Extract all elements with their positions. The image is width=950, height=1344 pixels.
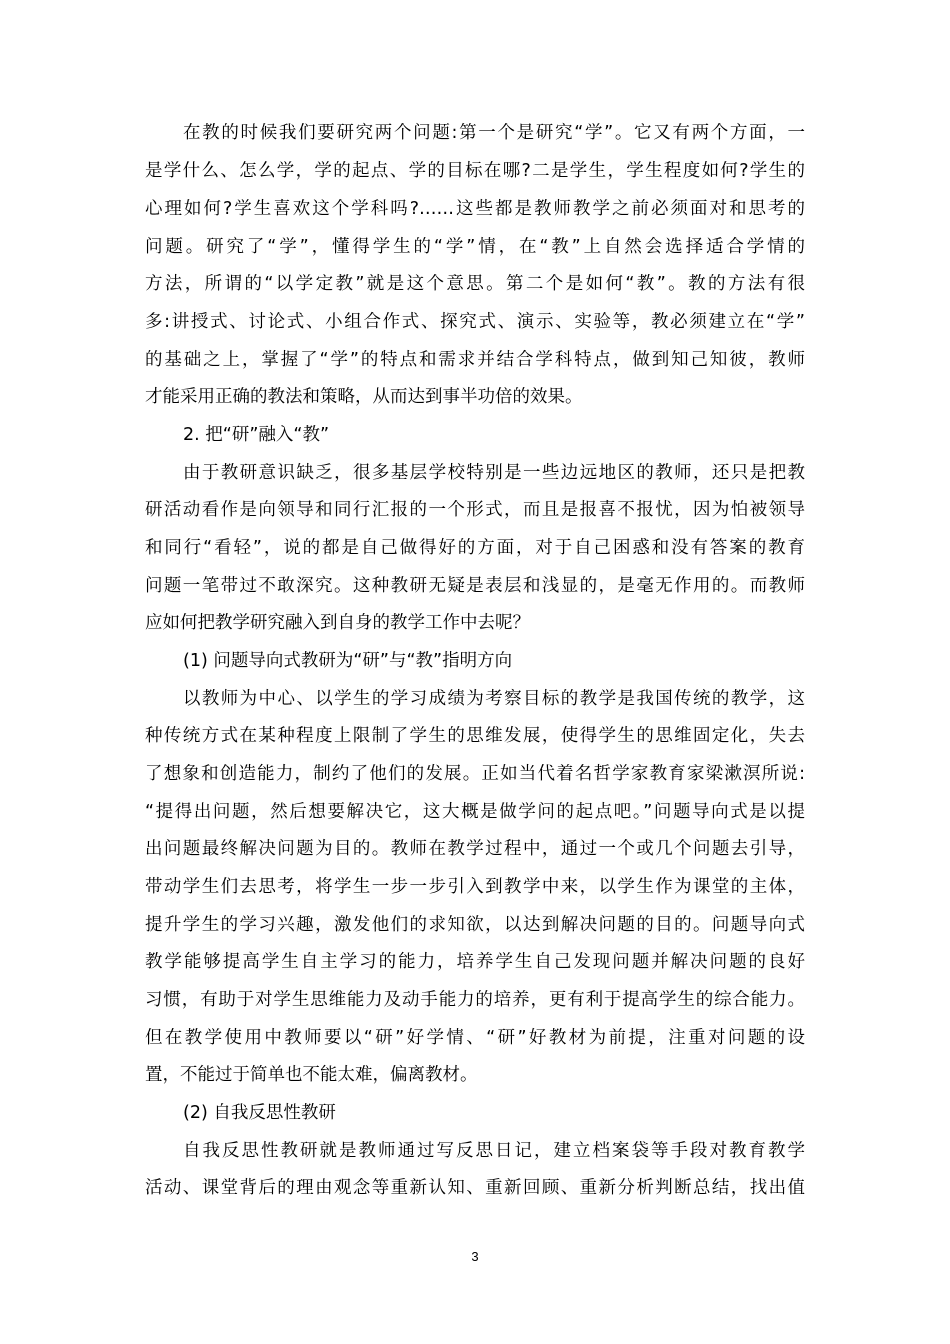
paragraph-line: 问题。研究了“学”，懂得学生的“学”情，在“教”上自然会选择适合学情的 — [145, 237, 805, 257]
subsection-heading: (1) 问题导向式教研为“研”与“教”指明方向 — [183, 651, 513, 671]
paragraph-line: 和同行“看轻”，说的都是自己做得好的方面，对于自己困惑和没有答案的教育 — [145, 538, 805, 558]
paragraph-line: 提升学生的学习兴趣，激发他们的求知欲，以达到解决问题的目的。问题导向式 — [145, 915, 805, 935]
paragraph-line: 多:讲授式、讨论式、小组合作式、探究式、演示、实验等，教必须建立在“学” — [145, 312, 805, 332]
paragraph-line: 心理如何?学生喜欢这个学科吗?……这些都是教师教学之前必须面对和思考的 — [145, 199, 805, 219]
paragraph-line: 种传统方式在某种程度上限制了学生的思维发展，使得学生的思维固定化，失去 — [145, 726, 805, 746]
paragraph-line: “提得出问题，然后想要解决它，这大概是做学问的起点吧。”问题导向式是以提 — [145, 802, 805, 822]
paragraph-line: 才能采用正确的教法和策略，从而达到事半功倍的效果。 — [145, 387, 583, 407]
paragraph-line: 但在教学使用中教师要以“研”好学情、“研”好教材为前提，注重对问题的设 — [145, 1028, 805, 1048]
section-heading: 2. 把“研”融入“教” — [183, 425, 330, 445]
paragraph-line: 出问题最终解决问题为目的。教师在教学过程中，通过一个或几个问题去引导， — [145, 839, 805, 859]
paragraph-line: 在教的时候我们要研究两个问题:第一个是研究“学”。它又有两个方面，一 — [183, 123, 805, 143]
paragraph-line: 教学能够提高学生自主学习的能力，培养学生自己发现问题并解决问题的良好 — [145, 952, 805, 972]
paragraph-line: 习惯，有助于对学生思维能力及动手能力的培养，更有利于提高学生的综合能力。 — [145, 990, 805, 1010]
paragraph-line: 自我反思性教研就是教师通过写反思日记，建立档案袋等手段对教育教学 — [183, 1141, 805, 1161]
paragraph-line: 由于教研意识缺乏，很多基层学校特别是一些边远地区的教师，还只是把教 — [183, 463, 805, 483]
paragraph-line: 方法，所谓的“以学定教”就是这个意思。第二个是如何“教”。教的方法有很 — [145, 274, 805, 294]
subsection-heading: (2) 自我反思性教研 — [183, 1103, 336, 1123]
paragraph-line: 置，不能过于简单也不能太难，偏离教材。 — [145, 1065, 478, 1085]
paragraph-line: 问题一笔带过不敢深究。这种教研无疑是表层和浅显的，是毫无作用的。而教师 — [145, 576, 805, 596]
paragraph-line: 了想象和创造能力，制约了他们的发展。正如当代着名哲学家教育家梁漱溟所说: — [145, 764, 805, 784]
paragraph-line: 以教师为中心、以学生的学习成绩为考察目标的教学是我国传统的教学，这 — [183, 689, 805, 709]
paragraph-line: 应如何把教学研究融入到自身的教学工作中去呢？ — [145, 613, 530, 633]
paragraph-line: 是学什么、怎么学，学的起点、学的目标在哪?二是学生，学生程度如何?学生的 — [145, 161, 805, 181]
paragraph-line: 的基础之上，掌握了“学”的特点和需求并结合学科特点，做到知己知彼，教师 — [145, 350, 805, 370]
page-number: 3 — [471, 1249, 479, 1264]
paragraph-line: 带动学生们去思考，将学生一步一步引入到教学中来，以学生作为课堂的主体， — [145, 877, 805, 897]
paragraph-line: 活动、课堂背后的理由观念等重新认知、重新回顾、重新分析判断总结，找出值 — [145, 1178, 805, 1198]
paragraph-line: 研活动看作是向领导和同行汇报的一个形式，而且是报喜不报忧，因为怕被领导 — [145, 500, 805, 520]
